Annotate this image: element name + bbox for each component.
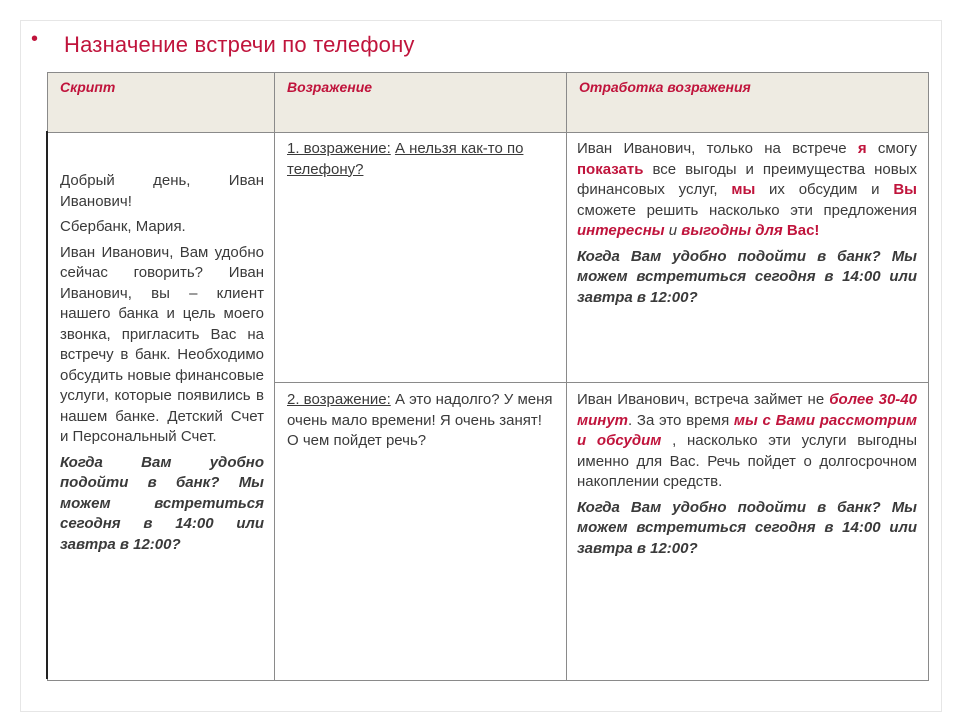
objection-label-1: 1. возражение: [287,140,391,157]
script-question: Когда Вам удобно подойти в банк? Мы можем встретиться сегодня в 14:00 или завтра в 12:00? [60,453,264,553]
script-intro: Сбербанк, Мария. [60,218,186,235]
slide-title: Назначение встречи по телефону [64,32,415,57]
objection-text-1: А нельзя как-то по телефону? [287,140,524,178]
script-greeting: Добрый день, Иван Иванович! [60,172,264,210]
table-row [48,133,929,383]
objection-text-2: А это надолго? У меня очень мало времени! Я очень занят! О чем пойдет речь? [287,391,553,449]
header-objection: Возражение [275,73,567,133]
header-script: Скрипт [48,73,275,133]
table-header-row [48,73,929,133]
answer-text-2: Иван Иванович, встреча займет не более 30-40 минут. За это время мы с Вами рассмотрим и обсудим , насколько эти услуги выгодны именно для Вас. Речь пойдет о долгосрочном накоплении средств. [577,391,917,490]
answer-cell-2 [567,383,929,681]
objection-label-2: 2. возражение: [287,391,391,408]
answer-question-2: Когда Вам удобно подойти в банк? Мы можем встретиться сегодня в 14:00 или завтра в 12:00? [577,498,917,557]
table-left-border [46,131,48,679]
answer-cell-1 [567,133,929,383]
header-handling: Отработка возражения [567,73,929,133]
script-cell [48,133,275,681]
answer-question-1: Когда Вам удобно подойти в банк? Мы можем встретиться сегодня в 14:00 или завтра в 12:00? [577,247,917,306]
title-bullet: • [31,28,39,50]
objection-cell-2 [275,383,567,681]
script-body: Иван Иванович, Вам удобно сейчас говорить? Иван Иванович, вы – клиент нашего банка и цель моего звонка, пригласить Вас на встречу в банк. Необходимо обсудить новые финансовые услуги, которые появились в нашем банке. Детский Счет и Персональный Счет. [60,243,264,445]
answer-text-1: Иван Иванович, только на встрече я смогу показать все выгоды и преимущества новых финансовых услуг, мы их обсудим и Вы сможете решить насколько эти предложения интересны и выгодны для Вас! [577,140,918,239]
objection-table [47,72,929,681]
objection-cell-1 [275,133,567,383]
